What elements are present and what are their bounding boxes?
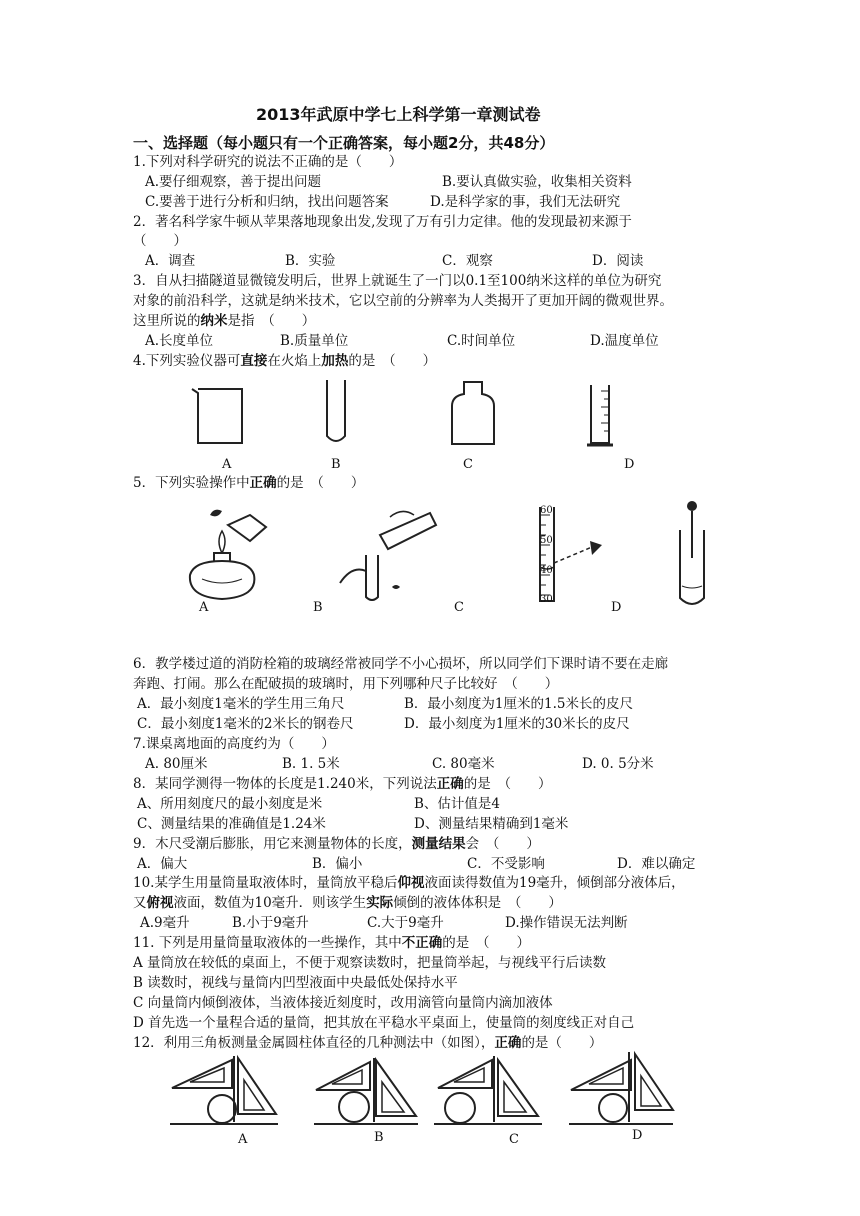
q5-figure-dropper-tube [672,498,712,610]
q7-option-d: D. 0. 5分米 [582,756,654,772]
q1-option-a: A.要仔细观察，善于提出问题 [145,174,322,190]
q12-label-a: A [238,1132,248,1147]
q4-figure-bottle [450,380,496,448]
q3-option-a: A.长度单位 [145,333,214,349]
q5-label-d: D [611,600,622,615]
q6-option-d: D．最小刻度为1厘米的30米长的皮尺 [404,716,630,732]
q11-option-b: B 读数时，视线与量筒内凹型液面中央最低处保持水平 [133,975,458,991]
q5-label-b: B [313,600,323,615]
q5-figure-scale-reading [522,505,612,605]
q12-label-b: B [374,1130,384,1145]
q10-option-a: A.9毫升 [140,915,190,931]
q4-label-c: C [463,457,473,472]
q11-option-a: A 量筒放在较低的桌面上，不便于观察读数时，把量筒举起，与视线平行后读数 [133,955,607,971]
q8-option-b: B、估计值是4 [414,796,501,812]
q12-label-d: D [632,1128,643,1143]
q2-option-d: D．阅读 [592,253,644,269]
q9-option-a: A．偏大 [137,856,188,872]
q5-scale-tick-50: 50 [540,535,553,546]
q10-stem-2: 又俯视液面，数值为10毫升．则该学生实际倾倒的液体体积是 （ ） [133,895,562,911]
q1-option-d: D.是科学家的事，我们无法研究 [430,194,621,210]
q2-option-a: A．调查 [145,253,196,269]
q6-option-b: B．最小刻度为1厘米的1.5米长的皮尺 [404,696,633,712]
q7-option-b: B. 1. 5米 [282,756,340,772]
q11-option-c: C 向量筒内倾倒液体，当液体接近刻度时，改用滴管向量筒内滴加液体 [133,995,553,1011]
q4-label-a: A [222,457,232,472]
q11-option-d: D 首先选一个量程合适的量筒，把其放在平稳水平桌面上，使量筒的刻度线正对自己 [133,1015,635,1031]
q12-figure-c [432,1052,544,1130]
q9-option-c: C．不受影响 [467,856,545,872]
q5-stem: 5．下列实验操作中正确的是 （ ） [133,475,365,491]
section-heading: 一、选择题（每小题只有一个正确答案，每小题2分，共48分） [133,134,555,152]
q3-option-b: B.质量单位 [280,333,349,349]
q5-figure-pouring-test-tube [330,505,440,601]
q5-label-a: A [199,600,209,615]
q2-stem-cont: （ ） [133,233,187,249]
q1-option-b: B.要认真做实验，收集相关资料 [442,174,632,190]
q4-figure-graduated-cylinder [585,383,615,455]
q3-stem-3: 这里所说的纳米是指 （ ） [133,313,316,329]
q8-option-a: A、所用刻度尺的最小刻度是米 [137,796,323,812]
q10-option-b: B.小于9毫升 [232,915,309,931]
q1-stem: 1.下列对科学研究的说法不正确的是（ ） [133,154,403,170]
q4-stem: 4.下列实验仪器可直接在火焰上加热的是 （ ） [133,353,437,369]
q3-option-d: D.温度单位 [590,333,659,349]
q8-option-d: D、测量结果精确到1毫米 [414,816,569,832]
q9-stem: 9．木尺受潮后膨胀，用它来测量物体的长度，测量结果会 （ ） [133,836,540,852]
q2-stem: 2．著名科学家牛顿从苹果落地现象出发,发现了万有引力定律。他的发现最初来源于 [133,214,632,230]
q3-stem-2: 对象的前沿科学，这就是纳米技术，它以空前的分辨率为人类揭开了更加开阔的微观世界。 [133,293,673,309]
q1-option-c: C.要善于进行分析和归纳，找出问题答案 [145,194,389,210]
q6-stem-2: 奔跑、打闹。那么在配破损的玻璃时，用下列哪种尺子比较好 （ ） [133,676,559,692]
q10-option-d: D.操作错误无法判断 [505,915,628,931]
q3-option-c: C.时间单位 [447,333,516,349]
q6-stem-1: 6．教学楼过道的消防栓箱的玻璃经常被同学不小心损坏，所以同学们下课时请不要在走廊 [133,656,669,672]
q2-option-c: C．观察 [442,253,493,269]
q7-option-c: C. 80毫米 [432,756,495,772]
q10-option-c: C.大于9毫升 [367,915,444,931]
q12-stem: 12．利用三角板测量金属圆柱体直径的几种测法中（如图），正确的是（ ） [133,1035,603,1051]
q4-figure-test-tube [323,378,349,448]
q11-stem: 11. 下列是用量筒量取液体的一些操作，其中不正确的是 （ ） [133,935,531,951]
q8-option-c: C、测量结果的准确值是1.24米 [137,816,326,832]
q12-label-c: C [509,1132,519,1147]
q4-label-d: D [624,457,635,472]
q4-label-b: B [331,457,341,472]
q7-option-a: A. 80厘米 [145,756,208,772]
q5-label-c: C [454,600,464,615]
q10-stem-1: 10.某学生用量筒量取液体时，量筒放平稳后仰视液面读得数值为19毫升，倾倒部分液体后， [133,875,685,891]
q5-scale-tick-40: 40 [540,565,553,576]
page-title: 2013年武原中学七上科学第一章测试卷 [256,105,541,124]
q6-option-a: A．最小刻度1毫米的学生用三角尺 [137,696,345,712]
q4-figure-beaker [190,385,250,447]
q5-scale-tick-30: 30 [540,594,553,605]
q9-option-d: D．难以确定 [617,856,696,872]
q12-figure-b [312,1052,420,1130]
q5-figure-alcohol-lamp [180,505,270,601]
q8-stem: 8．某同学测得一物体的长度是1.240米，下列说法正确的是 （ ） [133,776,552,792]
q5-scale-tick-60: 60 [540,505,553,516]
q2-option-b: B．实验 [285,253,336,269]
q9-option-b: B．偏小 [312,856,363,872]
q12-figure-a [168,1052,280,1130]
q7-stem: 7.课桌离地面的高度约为（ ） [133,736,335,752]
q12-figure-d [565,1050,677,1130]
q3-stem-1: 3．自从扫描隧道显微镜发明后，世界上就诞生了一门以0.1至100纳米这样的单位为研究 [133,273,662,289]
q6-option-c: C．最小刻度1毫米的2米长的钢卷尺 [137,716,354,732]
